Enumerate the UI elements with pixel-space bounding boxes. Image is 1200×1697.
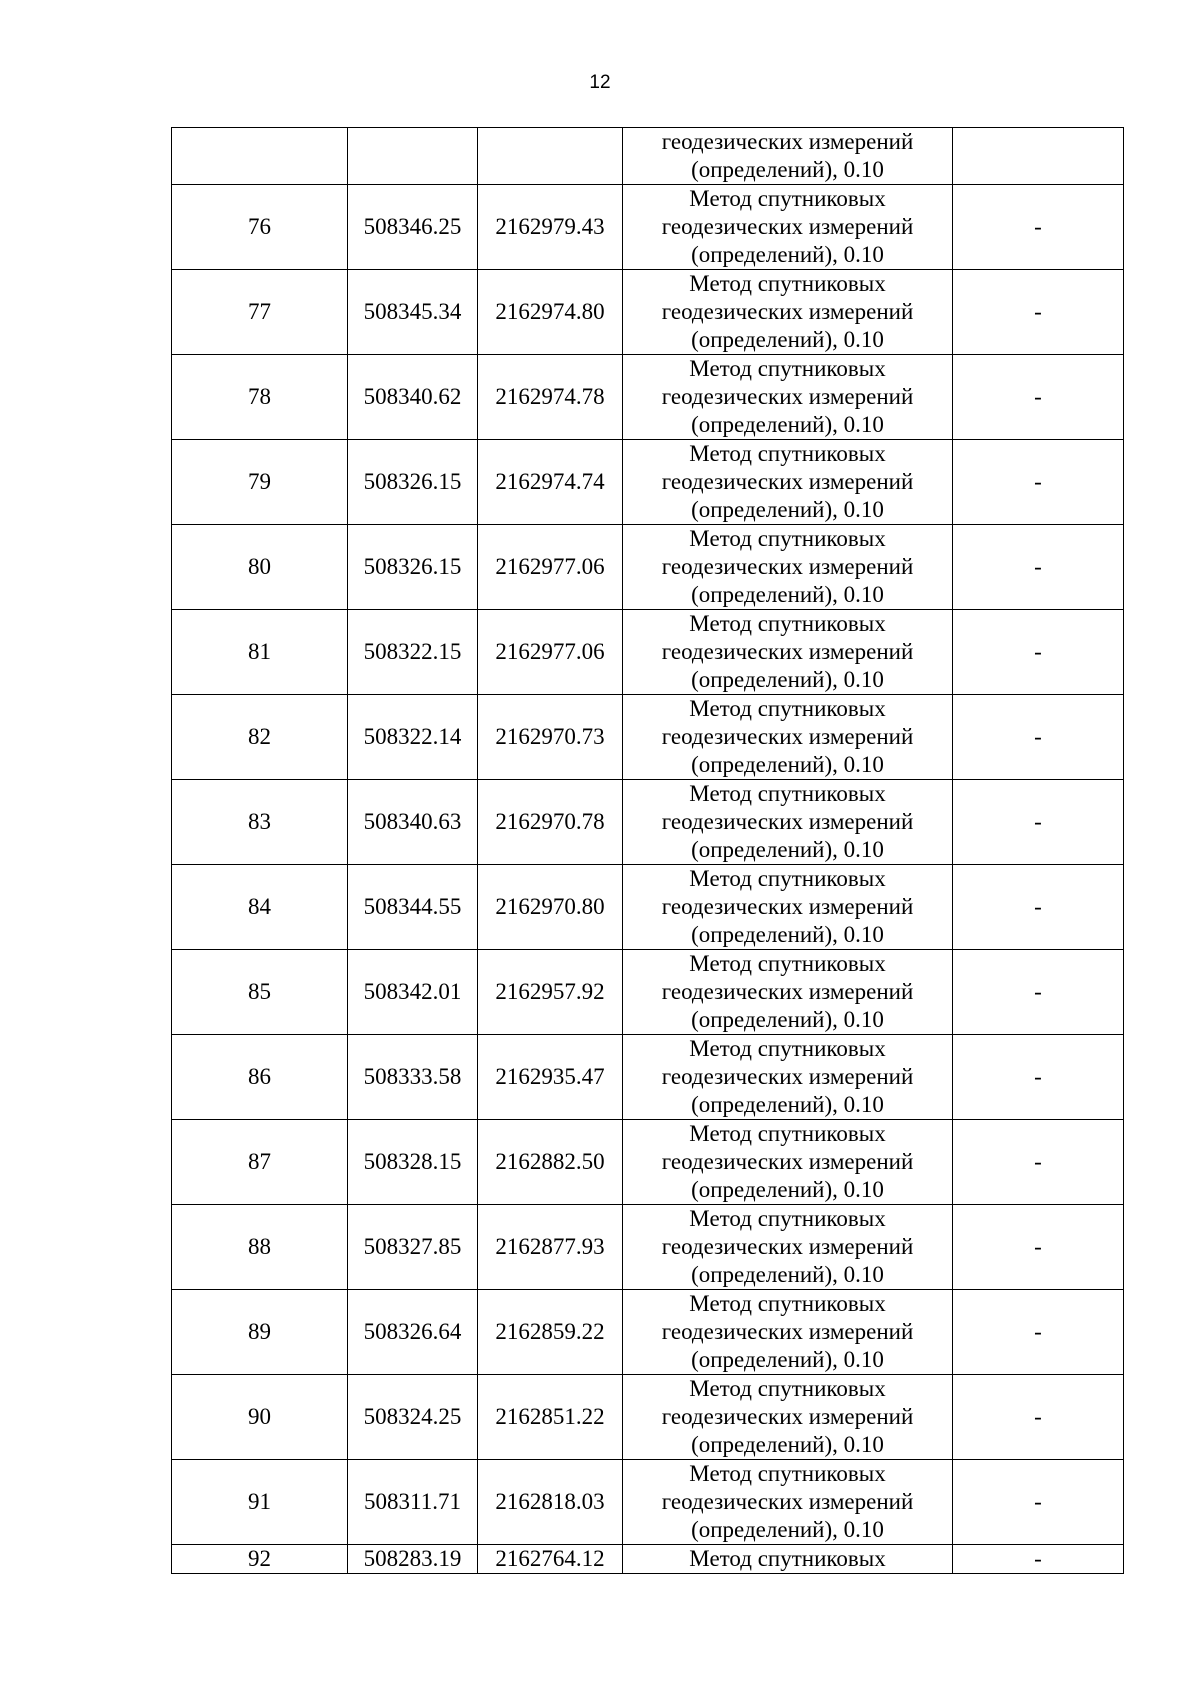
x-coordinate-cell: 508326.15 [348, 440, 478, 525]
note-cell [953, 128, 1124, 185]
table-row [172, 1290, 1124, 1375]
x-coordinate-cell: 508327.85 [348, 1205, 478, 1290]
method-line: (определений), 0.10 [691, 1177, 884, 1202]
y-coordinate-cell: 2162974.78 [478, 355, 623, 440]
method-cell [623, 128, 953, 185]
method-line: (определений), 0.10 [691, 837, 884, 862]
method-line: геодезических измерений [661, 129, 914, 154]
method-cell [623, 1290, 953, 1375]
point-number-cell: 79 [172, 440, 348, 525]
method-line: геодезических измерений [661, 979, 914, 1004]
note-cell: - [953, 185, 1124, 270]
table-row [172, 950, 1124, 1035]
y-coordinate-cell: 2162974.74 [478, 440, 623, 525]
method-line: геодезических измерений [661, 1489, 914, 1514]
method-cell [623, 1035, 953, 1120]
method-line: геодезических измерений [661, 809, 914, 834]
coordinates-table-body [172, 128, 1124, 1574]
method-cell [623, 355, 953, 440]
table-row [172, 865, 1124, 950]
method-cell [623, 1205, 953, 1290]
table-row [172, 1545, 1124, 1574]
table-row [172, 1375, 1124, 1460]
method-cell [623, 1545, 953, 1574]
y-coordinate-cell: 2162859.22 [478, 1290, 623, 1375]
note-cell: - [953, 950, 1124, 1035]
page-number: 12 [589, 72, 611, 93]
method-line: (определений), 0.10 [691, 1262, 884, 1287]
y-coordinate-cell [478, 128, 623, 185]
table-row [172, 270, 1124, 355]
method-line: геодезических измерений [661, 469, 914, 494]
point-number-cell: 81 [172, 610, 348, 695]
method-line: (определений), 0.10 [691, 497, 884, 522]
table-row [172, 355, 1124, 440]
y-coordinate-cell: 2162979.43 [478, 185, 623, 270]
point-number-cell: 90 [172, 1375, 348, 1460]
method-line: Метод спутниковых [689, 1036, 886, 1061]
method-cell [623, 610, 953, 695]
method-line: Метод спутниковых [689, 611, 886, 636]
method-line: (определений), 0.10 [691, 1092, 884, 1117]
method-line: Метод спутниковых [689, 1121, 886, 1146]
point-number-cell: 85 [172, 950, 348, 1035]
y-coordinate-cell: 2162957.92 [478, 950, 623, 1035]
table-row [172, 695, 1124, 780]
method-line: (определений), 0.10 [691, 582, 884, 607]
note-cell: - [953, 780, 1124, 865]
method-line: Метод спутниковых [689, 866, 886, 891]
point-number-cell [172, 128, 348, 185]
x-coordinate-cell: 508342.01 [348, 950, 478, 1035]
method-cell [623, 780, 953, 865]
x-coordinate-cell: 508322.14 [348, 695, 478, 780]
note-cell: - [953, 695, 1124, 780]
method-line: Метод спутниковых [689, 271, 886, 296]
y-coordinate-cell: 2162882.50 [478, 1120, 623, 1205]
y-coordinate-cell: 2162970.80 [478, 865, 623, 950]
method-line: Метод спутниковых [689, 951, 886, 976]
note-cell: - [953, 270, 1124, 355]
table-row [172, 780, 1124, 865]
point-number-cell: 82 [172, 695, 348, 780]
method-line: геодезических измерений [661, 384, 914, 409]
method-line: (определений), 0.10 [691, 157, 884, 182]
table-row [172, 1460, 1124, 1545]
note-cell: - [953, 440, 1124, 525]
y-coordinate-cell: 2162818.03 [478, 1460, 623, 1545]
y-coordinate-cell: 2162970.73 [478, 695, 623, 780]
note-cell: - [953, 1290, 1124, 1375]
method-line: (определений), 0.10 [691, 242, 884, 267]
method-cell [623, 1375, 953, 1460]
table-row [172, 440, 1124, 525]
point-number-cell: 80 [172, 525, 348, 610]
x-coordinate-cell [348, 128, 478, 185]
y-coordinate-cell: 2162977.06 [478, 525, 623, 610]
method-line: (определений), 0.10 [691, 1432, 884, 1457]
x-coordinate-cell: 508324.25 [348, 1375, 478, 1460]
method-line: (определений), 0.10 [691, 1007, 884, 1032]
note-cell: - [953, 355, 1124, 440]
method-line: (определений), 0.10 [691, 667, 884, 692]
method-line: Метод спутниковых [689, 1206, 886, 1231]
method-line: геодезических измерений [661, 1064, 914, 1089]
method-line: геодезических измерений [661, 639, 914, 664]
note-cell: - [953, 865, 1124, 950]
method-line: (определений), 0.10 [691, 412, 884, 437]
y-coordinate-cell: 2162977.06 [478, 610, 623, 695]
x-coordinate-cell: 508328.15 [348, 1120, 478, 1205]
note-cell: - [953, 610, 1124, 695]
x-coordinate-cell: 508333.58 [348, 1035, 478, 1120]
x-coordinate-cell: 508283.19 [348, 1545, 478, 1574]
method-line: геодезических измерений [661, 1404, 914, 1429]
x-coordinate-cell: 508344.55 [348, 865, 478, 950]
method-line: Метод спутниковых [689, 696, 886, 721]
method-line: геодезических измерений [661, 1319, 914, 1344]
method-cell [623, 185, 953, 270]
point-number-cell: 92 [172, 1545, 348, 1574]
method-line: геодезических измерений [661, 894, 914, 919]
method-line: Метод спутниковых [689, 526, 886, 551]
point-number-cell: 86 [172, 1035, 348, 1120]
table-row-continued [172, 128, 1124, 185]
y-coordinate-cell: 2162764.12 [478, 1545, 623, 1574]
coordinates-table [171, 127, 1124, 1574]
method-line: геодезических измерений [661, 1234, 914, 1259]
method-line: Метод спутниковых [689, 1291, 886, 1316]
point-number-cell: 88 [172, 1205, 348, 1290]
method-line: (определений), 0.10 [691, 327, 884, 352]
y-coordinate-cell: 2162970.78 [478, 780, 623, 865]
point-number-cell: 83 [172, 780, 348, 865]
x-coordinate-cell: 508326.15 [348, 525, 478, 610]
method-line: геодезических измерений [661, 724, 914, 749]
table-row [172, 1120, 1124, 1205]
method-line: (определений), 0.10 [691, 752, 884, 777]
method-line: (определений), 0.10 [691, 1517, 884, 1542]
note-cell: - [953, 525, 1124, 610]
method-line: Метод спутниковых [689, 356, 886, 381]
point-number-cell: 91 [172, 1460, 348, 1545]
point-number-cell: 77 [172, 270, 348, 355]
x-coordinate-cell: 508346.25 [348, 185, 478, 270]
method-line: геодезических измерений [661, 299, 914, 324]
note-cell: - [953, 1375, 1124, 1460]
x-coordinate-cell: 508340.63 [348, 780, 478, 865]
method-cell [623, 695, 953, 780]
note-cell: - [953, 1545, 1124, 1574]
y-coordinate-cell: 2162877.93 [478, 1205, 623, 1290]
method-line: Метод спутниковых [689, 186, 886, 211]
table-row [172, 525, 1124, 610]
x-coordinate-cell: 508326.64 [348, 1290, 478, 1375]
method-cell [623, 1460, 953, 1545]
table-row [172, 610, 1124, 695]
point-number-cell: 76 [172, 185, 348, 270]
point-number-cell: 78 [172, 355, 348, 440]
y-coordinate-cell: 2162935.47 [478, 1035, 623, 1120]
method-line: Метод спутниковых [689, 1376, 886, 1401]
point-number-cell: 87 [172, 1120, 348, 1205]
x-coordinate-cell: 508345.34 [348, 270, 478, 355]
method-cell [623, 1120, 953, 1205]
method-line: Метод спутниковых [689, 1461, 886, 1486]
method-line: Метод спутниковых [689, 441, 886, 466]
table-row [172, 1205, 1124, 1290]
table-row [172, 185, 1124, 270]
method-line: Метод спутниковых [689, 1546, 886, 1571]
method-cell [623, 525, 953, 610]
note-cell: - [953, 1205, 1124, 1290]
y-coordinate-cell: 2162851.22 [478, 1375, 623, 1460]
note-cell: - [953, 1120, 1124, 1205]
method-line: Метод спутниковых [689, 781, 886, 806]
method-line: геодезических измерений [661, 554, 914, 579]
table-row [172, 1035, 1124, 1120]
note-cell: - [953, 1035, 1124, 1120]
x-coordinate-cell: 508311.71 [348, 1460, 478, 1545]
method-line: геодезических измерений [661, 1149, 914, 1174]
note-cell: - [953, 1460, 1124, 1545]
point-number-cell: 89 [172, 1290, 348, 1375]
method-cell [623, 865, 953, 950]
x-coordinate-cell: 508322.15 [348, 610, 478, 695]
point-number-cell: 84 [172, 865, 348, 950]
x-coordinate-cell: 508340.62 [348, 355, 478, 440]
y-coordinate-cell: 2162974.80 [478, 270, 623, 355]
method-line: геодезических измерений [661, 214, 914, 239]
method-cell [623, 950, 953, 1035]
method-cell [623, 270, 953, 355]
method-line: (определений), 0.10 [691, 1347, 884, 1372]
method-line: (определений), 0.10 [691, 922, 884, 947]
method-cell [623, 440, 953, 525]
